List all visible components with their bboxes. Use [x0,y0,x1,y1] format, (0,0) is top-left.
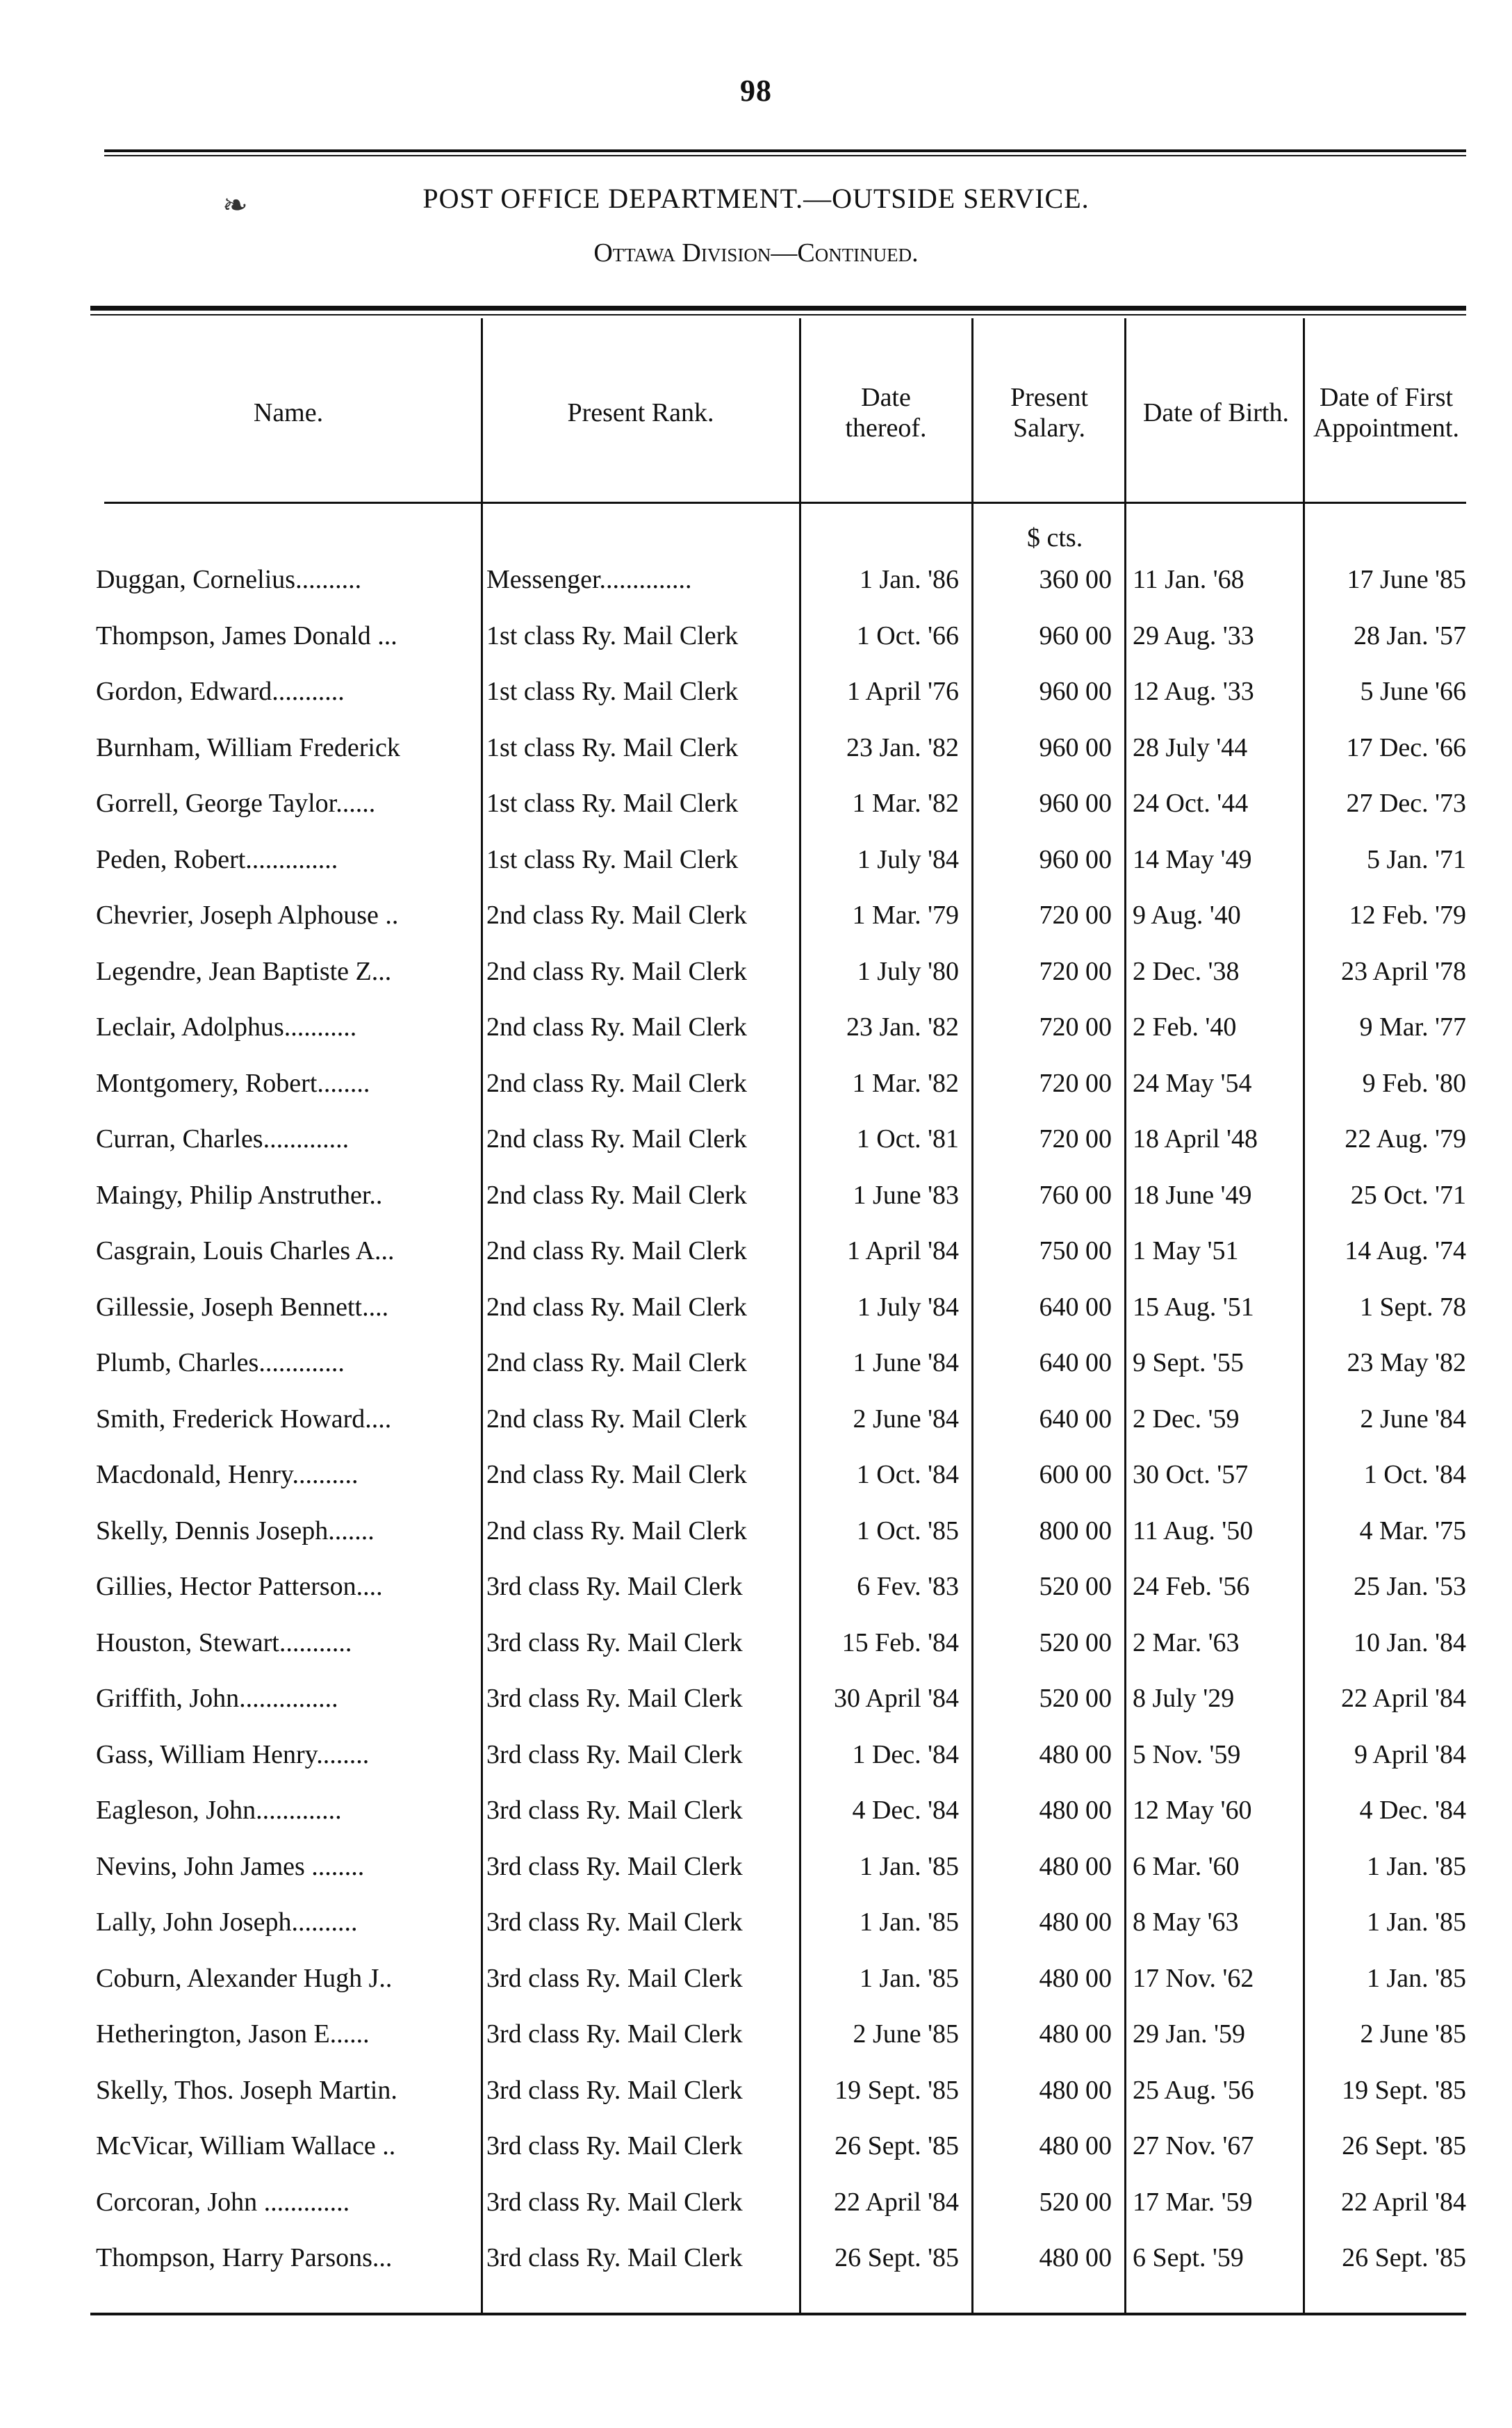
header-salary: Present Salary. [1010,383,1088,443]
row-first-appointment: 5 Jan. '71 [1366,845,1466,874]
row-rank: 3rd class Ry. Mail Clerk [486,1964,743,1993]
row-salary: 520 00 [1039,2188,1112,2217]
header-rank: Present Rank. [567,398,714,428]
row-first-appointment: 1 Jan. '85 [1366,1964,1466,1993]
row-name: Skelly, Dennis Joseph....... [96,1516,375,1545]
row-salary: 640 00 [1039,1293,1112,1322]
row-date-of-birth: 2 Dec. '38 [1133,957,1240,986]
row-name: Duggan, Cornelius.......... [96,565,362,594]
row-date-of-birth: 11 Jan. '68 [1133,565,1244,594]
row-first-appointment: 14 Aug. '74 [1345,1236,1466,1265]
row-rank: 3rd class Ry. Mail Clerk [486,1908,743,1937]
row-date-of-birth: 6 Mar. '60 [1133,1852,1240,1881]
row-date-thereof: 2 June '85 [853,2019,959,2049]
row-name: Gillessie, Joseph Bennett.... [96,1293,389,1322]
row-rank: 2nd class Ry. Mail Clerk [486,1069,747,1098]
row-date-thereof: 1 Jan. '85 [859,1908,959,1937]
row-date-thereof: 1 Oct. '84 [856,1460,959,1489]
row-date-thereof: 30 April '84 [834,1684,959,1713]
row-date-of-birth: 2 Mar. '63 [1133,1628,1240,1657]
header-rule-thick [90,306,1466,311]
row-first-appointment: 2 June '84 [1360,1404,1466,1434]
division-title: Ottawa Division—Continued. [593,238,919,268]
row-name: Smith, Frederick Howard.... [96,1404,392,1434]
row-salary: 600 00 [1039,1460,1112,1489]
row-salary: 520 00 [1039,1572,1112,1601]
column-divider [1303,318,1305,2313]
row-first-appointment: 4 Mar. '75 [1359,1516,1466,1545]
row-date-of-birth: 8 May '63 [1133,1908,1239,1937]
row-salary: 480 00 [1039,2076,1112,2105]
row-rank: 3rd class Ry. Mail Clerk [486,2243,743,2272]
row-name: Thompson, Harry Parsons... [96,2243,393,2272]
row-rank: 2nd class Ry. Mail Clerk [486,1236,747,1265]
row-first-appointment: 1 Jan. '85 [1366,1852,1466,1881]
row-date-of-birth: 30 Oct. '57 [1133,1460,1249,1489]
column-divider [481,318,483,2313]
row-first-appointment: 10 Jan. '84 [1353,1628,1466,1657]
row-date-of-birth: 9 Sept. '55 [1133,1348,1244,1377]
row-name: Burnham, William Frederick [96,733,400,762]
top-rule [104,149,1466,152]
row-name: Maingy, Philip Anstruther.. [96,1181,383,1210]
row-rank: 1st class Ry. Mail Clerk [486,845,739,874]
row-date-of-birth: 29 Jan. '59 [1133,2019,1246,2049]
row-name: McVicar, William Wallace .. [96,2131,396,2160]
row-salary: 720 00 [1039,1012,1112,1042]
row-date-of-birth: 9 Aug. '40 [1133,901,1241,930]
page-number: 98 [740,74,772,108]
row-name: Griffith, John............... [96,1684,338,1713]
row-date-thereof: 4 Dec. '84 [852,1796,959,1825]
row-first-appointment: 22 Aug. '79 [1345,1124,1466,1154]
row-date-of-birth: 15 Aug. '51 [1133,1293,1254,1322]
row-first-appointment: 5 June '66 [1360,677,1466,706]
row-salary: 760 00 [1039,1181,1112,1210]
row-date-of-birth: 29 Aug. '33 [1133,621,1254,650]
row-date-thereof: 23 Jan. '82 [846,733,959,762]
row-first-appointment: 28 Jan. '57 [1353,621,1466,650]
row-rank: 2nd class Ry. Mail Clerk [486,957,747,986]
ornament-icon: ❧ [222,188,248,222]
row-rank: 3rd class Ry. Mail Clerk [486,1852,743,1881]
row-rank: 2nd class Ry. Mail Clerk [486,1348,747,1377]
row-rank: 3rd class Ry. Mail Clerk [486,2019,743,2049]
row-first-appointment: 26 Sept. '85 [1342,2243,1466,2272]
row-name: Macdonald, Henry.......... [96,1460,359,1489]
row-rank: 3rd class Ry. Mail Clerk [486,2076,743,2105]
row-name: Nevins, John James ........ [96,1852,365,1881]
row-salary: 520 00 [1039,1628,1112,1657]
row-name: Lally, John Joseph.......... [96,1908,358,1937]
row-rank: 2nd class Ry. Mail Clerk [486,1516,747,1545]
row-name: Gorrell, George Taylor...... [96,789,376,818]
row-name: Montgomery, Robert........ [96,1069,370,1098]
row-rank: 3rd class Ry. Mail Clerk [486,1628,743,1657]
row-salary: 520 00 [1039,1684,1112,1713]
row-salary: 720 00 [1039,901,1112,930]
row-date-of-birth: 2 Dec. '59 [1133,1404,1240,1434]
row-salary: 960 00 [1039,621,1112,650]
column-divider [1124,318,1126,2313]
row-date-thereof: 1 Jan. '86 [859,565,959,594]
row-rank: Messenger.............. [486,565,692,594]
row-date-thereof: 23 Jan. '82 [846,1012,959,1042]
row-name: Eagleson, John............. [96,1796,342,1825]
row-salary: 800 00 [1039,1516,1112,1545]
header-name: Name. [253,398,324,428]
row-first-appointment: 23 May '82 [1347,1348,1466,1377]
row-first-appointment: 22 April '84 [1341,2188,1466,2217]
row-date-of-birth: 8 July '29 [1133,1684,1235,1713]
row-rank: 1st class Ry. Mail Clerk [486,621,739,650]
row-date-of-birth: 24 May '54 [1133,1069,1252,1098]
row-date-thereof: 1 June '83 [853,1181,959,1210]
row-name: Chevrier, Joseph Alphouse .. [96,901,399,930]
row-date-thereof: 1 Oct. '85 [856,1516,959,1545]
row-rank: 3rd class Ry. Mail Clerk [486,1796,743,1825]
row-rank: 3rd class Ry. Mail Clerk [486,2188,743,2217]
row-salary: 720 00 [1039,957,1112,986]
row-rank: 2nd class Ry. Mail Clerk [486,1293,747,1322]
row-date-thereof: 1 Mar. '82 [852,789,959,818]
row-date-of-birth: 17 Mar. '59 [1133,2188,1253,2217]
row-date-of-birth: 18 April '48 [1133,1124,1258,1154]
row-rank: 1st class Ry. Mail Clerk [486,677,739,706]
row-date-thereof: 19 Sept. '85 [835,2076,959,2105]
row-rank: 2nd class Ry. Mail Clerk [486,1181,747,1210]
row-first-appointment: 22 April '84 [1341,1684,1466,1713]
salary-units: $ cts. [1027,523,1083,552]
row-first-appointment: 9 Feb. '80 [1362,1069,1466,1098]
row-salary: 480 00 [1039,1740,1112,1769]
row-name: Gillies, Hector Patterson.... [96,1572,383,1601]
row-salary: 960 00 [1039,845,1112,874]
row-date-of-birth: 14 May '49 [1133,845,1252,874]
row-rank: 3rd class Ry. Mail Clerk [486,2131,743,2160]
row-rank: 2nd class Ry. Mail Clerk [486,1012,747,1042]
row-date-thereof: 15 Feb. '84 [841,1628,959,1657]
row-first-appointment: 12 Feb. '79 [1349,901,1466,930]
row-date-thereof: 1 July '84 [857,845,959,874]
row-salary: 720 00 [1039,1069,1112,1098]
row-name: Peden, Robert.............. [96,845,338,874]
row-name: Gass, William Henry........ [96,1740,370,1769]
row-date-of-birth: 18 June '49 [1133,1181,1252,1210]
row-first-appointment: 26 Sept. '85 [1342,2131,1466,2160]
row-rank: 2nd class Ry. Mail Clerk [486,1460,747,1489]
row-salary: 480 00 [1039,2019,1112,2049]
top-rule-thin [104,155,1466,156]
row-salary: 960 00 [1039,677,1112,706]
row-first-appointment: 17 June '85 [1347,565,1466,594]
row-name: Houston, Stewart........... [96,1628,352,1657]
department-title: POST OFFICE DEPARTMENT.—OUTSIDE SERVICE. [422,183,1090,214]
row-name: Hetherington, Jason E...... [96,2019,370,2049]
row-date-of-birth: 12 May '60 [1133,1796,1252,1825]
row-date-thereof: 6 Fev. '83 [857,1572,959,1601]
row-name: Legendre, Jean Baptiste Z... [96,957,392,986]
row-date-thereof: 1 April '76 [847,677,959,706]
column-divider [971,318,973,2313]
row-rank: 3rd class Ry. Mail Clerk [486,1572,743,1601]
row-date-of-birth: 2 Feb. '40 [1133,1012,1237,1042]
row-salary: 480 00 [1039,1852,1112,1881]
row-date-thereof: 1 July '84 [857,1293,959,1322]
row-date-thereof: 26 Sept. '85 [835,2243,959,2272]
row-rank: 2nd class Ry. Mail Clerk [486,1124,747,1154]
row-name: Plumb, Charles............. [96,1348,345,1377]
row-first-appointment: 25 Jan. '53 [1353,1572,1466,1601]
row-first-appointment: 9 Mar. '77 [1359,1012,1466,1042]
row-date-thereof: 1 Oct. '66 [856,621,959,650]
row-first-appointment: 19 Sept. '85 [1342,2076,1466,2105]
row-date-of-birth: 5 Nov. '59 [1133,1740,1241,1769]
header-first-appointment: Date of First Appointment. [1313,383,1460,443]
row-date-thereof: 26 Sept. '85 [835,2131,959,2160]
row-name: Thompson, James Donald ... [96,621,397,650]
row-salary: 960 00 [1039,733,1112,762]
row-first-appointment: 23 April '78 [1341,957,1466,986]
row-first-appointment: 1 Oct. '84 [1363,1460,1466,1489]
row-date-thereof: 2 June '84 [853,1404,959,1434]
row-date-thereof: 1 Jan. '85 [859,1852,959,1881]
row-name: Skelly, Thos. Joseph Martin. [96,2076,397,2105]
row-date-thereof: 1 July '80 [857,957,959,986]
row-rank: 3rd class Ry. Mail Clerk [486,1684,743,1713]
row-first-appointment: 17 Dec. '66 [1346,733,1466,762]
row-name: Leclair, Adolphus........... [96,1012,357,1042]
row-salary: 640 00 [1039,1348,1112,1377]
row-rank: 1st class Ry. Mail Clerk [486,789,739,818]
row-date-thereof: 1 Mar. '82 [852,1069,959,1098]
row-salary: 480 00 [1039,1796,1112,1825]
row-rank: 1st class Ry. Mail Clerk [486,733,739,762]
row-salary: 960 00 [1039,789,1112,818]
header-birth: Date of Birth. [1142,398,1289,428]
row-date-thereof: 1 June '84 [853,1348,959,1377]
row-date-of-birth: 11 Aug. '50 [1133,1516,1254,1545]
header-bottom-rule [104,502,1466,504]
row-first-appointment: 2 June '85 [1360,2019,1466,2049]
row-first-appointment: 9 April '84 [1354,1740,1466,1769]
row-rank: 3rd class Ry. Mail Clerk [486,1740,743,1769]
row-date-thereof: 1 Oct. '81 [856,1124,959,1154]
row-date-of-birth: 12 Aug. '33 [1133,677,1254,706]
header-rule-thin [90,314,1466,315]
row-first-appointment: 1 Sept. 78 [1359,1293,1466,1322]
row-salary: 720 00 [1039,1124,1112,1154]
row-salary: 480 00 [1039,1908,1112,1937]
row-date-of-birth: 27 Nov. '67 [1133,2131,1254,2160]
row-name: Curran, Charles............. [96,1124,350,1154]
row-date-of-birth: 25 Aug. '56 [1133,2076,1254,2105]
row-date-thereof: 1 April '84 [847,1236,959,1265]
row-date-of-birth: 1 May '51 [1133,1236,1239,1265]
row-salary: 480 00 [1039,2131,1112,2160]
row-salary: 360 00 [1039,565,1112,594]
row-date-of-birth: 6 Sept. '59 [1133,2243,1244,2272]
row-date-thereof: 1 Jan. '85 [859,1964,959,1993]
bottom-rule [90,2313,1466,2315]
row-name: Gordon, Edward........... [96,677,345,706]
row-rank: 2nd class Ry. Mail Clerk [486,901,747,930]
row-date-thereof: 22 April '84 [834,2188,959,2217]
row-name: Coburn, Alexander Hugh J.. [96,1964,393,1993]
header-date-thereof: Date thereof. [845,383,927,443]
row-first-appointment: 27 Dec. '73 [1346,789,1466,818]
row-salary: 480 00 [1039,1964,1112,1993]
row-name: Casgrain, Louis Charles A... [96,1236,395,1265]
row-first-appointment: 1 Jan. '85 [1366,1908,1466,1937]
row-rank: 2nd class Ry. Mail Clerk [486,1404,747,1434]
row-date-of-birth: 24 Feb. '56 [1133,1572,1250,1601]
row-salary: 640 00 [1039,1404,1112,1434]
row-date-of-birth: 17 Nov. '62 [1133,1964,1254,1993]
row-name: Corcoran, John ............. [96,2188,350,2217]
row-salary: 750 00 [1039,1236,1112,1265]
row-date-thereof: 1 Dec. '84 [852,1740,959,1769]
row-first-appointment: 25 Oct. '71 [1350,1181,1466,1210]
row-salary: 480 00 [1039,2243,1112,2272]
row-date-of-birth: 28 July '44 [1133,733,1248,762]
row-date-thereof: 1 Mar. '79 [852,901,959,930]
row-first-appointment: 4 Dec. '84 [1359,1796,1466,1825]
row-date-of-birth: 24 Oct. '44 [1133,789,1249,818]
